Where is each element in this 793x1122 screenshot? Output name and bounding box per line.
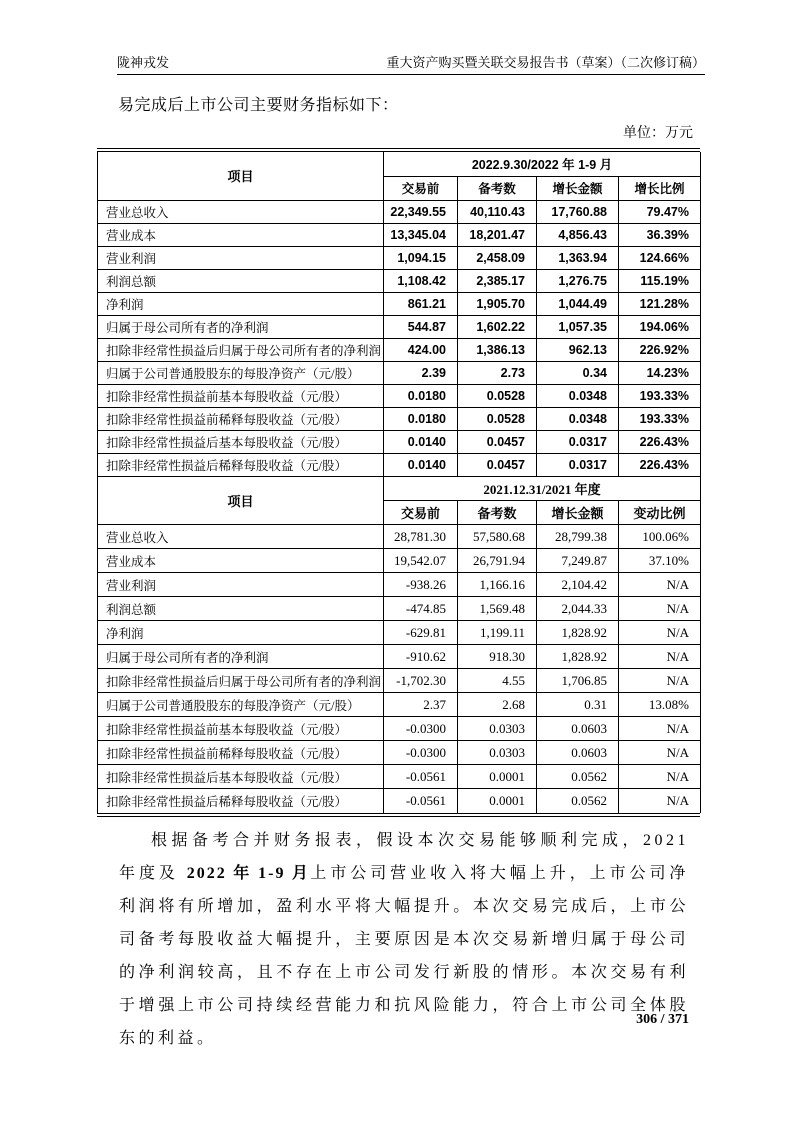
row-value: 28,781.30 [384,525,458,549]
table-row [98,223,701,246]
row-label: 净利润 [98,292,384,315]
row-label: 营业总收入 [98,200,384,223]
row-label: 营业成本 [98,223,384,246]
row-label: 归属于公司普通股股东的每股净资产（元/股） [98,361,384,384]
row-label: 营业成本 [98,549,384,573]
row-value: 100.06% [619,525,701,549]
table-2022-period [97,152,701,477]
period-header: 2022.9.30/2022 年 1-9 月 [384,152,701,176]
row-value: 1,828.92 [537,645,619,669]
row-label: 营业利润 [98,573,384,597]
row-value: 0.0317 [537,430,619,453]
row-value: N/A [619,717,701,741]
table-header-row [98,152,701,176]
column-header-growth-amount: 增长金额 [537,501,619,525]
row-value: 193.33% [619,384,701,407]
item-column-header: 项目 [98,477,384,525]
row-label: 扣除非经常性损益后稀释每股收益（元/股） [98,453,384,476]
row-value: 1,569.48 [458,597,537,621]
row-value: N/A [619,789,701,813]
table-row [98,573,701,597]
row-value: 194.06% [619,315,701,338]
row-value: 1,905.70 [458,292,537,315]
column-header-pro-forma: 备考数 [458,176,537,200]
row-value: -0.0300 [384,717,458,741]
row-value: 0.0457 [458,430,537,453]
row-value: -910.62 [384,645,458,669]
row-value: 0.0562 [537,789,619,813]
row-value: 1,166.16 [458,573,537,597]
row-value: 37.10% [619,549,701,573]
row-value: -1,702.30 [384,669,458,693]
table-row [98,621,701,645]
row-value: 1,828.92 [537,621,619,645]
row-value: 1,706.85 [537,669,619,693]
row-value: 26,791.94 [458,549,537,573]
unit-label: 单位：万元 [623,126,693,141]
paragraph-bold-text: 2022 年 1-9 月 [186,865,311,882]
row-value: 0.0528 [458,384,537,407]
row-value: 0.0303 [458,741,537,765]
column-header-growth-amount: 增长金额 [537,176,619,200]
row-value: 0.0001 [458,789,537,813]
row-value: N/A [619,597,701,621]
row-value: 13,345.04 [384,223,458,246]
row-value: N/A [619,573,701,597]
column-header-pre-transaction: 交易前 [384,176,458,200]
table-row [98,292,701,315]
row-value: 0.0180 [384,407,458,430]
row-value: 0.0180 [384,384,458,407]
row-value: -629.81 [384,621,458,645]
paragraph-text: 根据备考合并财务报表，假设本次交易能够顺利完成，2021 年度及 [119,832,689,882]
row-value: 115.19% [619,269,701,292]
row-value: 1,094.15 [384,246,458,269]
table-row [98,765,701,789]
header-company-name: 陇神戎发 [117,55,170,70]
table-row [98,549,701,573]
row-value: 2,044.33 [537,597,619,621]
row-value: 1,044.49 [537,292,619,315]
table-row [98,384,701,407]
page-number: 306 / 371 [636,1012,689,1027]
row-value: 918.30 [458,645,537,669]
table-row [98,338,701,361]
row-value: 1,108.42 [384,269,458,292]
row-value: 2,385.17 [458,269,537,292]
row-value: N/A [619,669,701,693]
table-row [98,717,701,741]
row-value: 962.13 [537,338,619,361]
table-row [98,246,701,269]
page-header [117,52,705,75]
row-value: N/A [619,645,701,669]
row-value: 0.0303 [458,717,537,741]
table-row [98,645,701,669]
row-value: -938.26 [384,573,458,597]
row-value: N/A [619,621,701,645]
row-value: 424.00 [384,338,458,361]
row-label: 营业总收入 [98,525,384,549]
table-row [98,200,701,223]
row-value: 17,760.88 [537,200,619,223]
row-value: 1,363.94 [537,246,619,269]
table-row [98,693,701,717]
row-value: 226.43% [619,430,701,453]
row-label: 扣除非经常性损益前稀释每股收益（元/股） [98,407,384,430]
row-value: 4,856.43 [537,223,619,246]
column-header-pro-forma: 备考数 [458,501,537,525]
row-value: 1,386.13 [458,338,537,361]
row-label: 归属于母公司所有者的净利润 [98,315,384,338]
table-2021-period [97,477,701,813]
table-row [98,430,701,453]
row-value: -0.0300 [384,741,458,765]
row-value: 1,276.75 [537,269,619,292]
row-value: 22,349.55 [384,200,458,223]
column-header-pre-transaction: 交易前 [384,501,458,525]
row-value: 2,104.42 [537,573,619,597]
row-label: 扣除非经常性损益后基本每股收益（元/股） [98,765,384,789]
row-value: 0.0348 [537,384,619,407]
row-label: 归属于公司普通股股东的每股净资产（元/股） [98,693,384,717]
financial-indicator-tables [97,148,700,817]
header-report-title: 重大资产购买暨关联交易报告书（草案）（二次修订稿） [386,55,705,70]
row-value: 7,249.87 [537,549,619,573]
row-value: 4.55 [458,669,537,693]
row-value: N/A [619,741,701,765]
row-value: 14.23% [619,361,701,384]
row-label: 利润总额 [98,269,384,292]
table-row [98,453,701,476]
row-value: 193.33% [619,407,701,430]
row-label: 净利润 [98,621,384,645]
row-value: 0.0317 [537,453,619,476]
row-value: 0.0348 [537,407,619,430]
row-label: 扣除非经常性损益后稀释每股收益（元/股） [98,789,384,813]
row-value: 2.39 [384,361,458,384]
row-value: 544.87 [384,315,458,338]
row-value: 0.0457 [458,453,537,476]
intro-line: 易完成后上市公司主要财务指标如下： [118,97,399,114]
row-label: 扣除非经常性损益前稀释每股收益（元/股） [98,741,384,765]
row-value: 1,602.22 [458,315,537,338]
row-value: 0.31 [537,693,619,717]
row-value: 18,201.47 [458,223,537,246]
row-value: 0.0528 [458,407,537,430]
row-label: 扣除非经常性损益后基本每股收益（元/股） [98,430,384,453]
row-label: 扣除非经常性损益前基本每股收益（元/股） [98,384,384,407]
row-value: 19,542.07 [384,549,458,573]
row-label: 扣除非经常性损益后归属于母公司所有者的净利润 [98,338,384,361]
row-label: 扣除非经常性损益前基本每股收益（元/股） [98,717,384,741]
column-header-change-ratio: 变动比例 [619,501,701,525]
analysis-paragraph [119,824,689,1055]
table-row [98,741,701,765]
row-value: 0.0140 [384,453,458,476]
row-value: 0.0603 [537,741,619,765]
table-row [98,669,701,693]
table-row [98,269,701,292]
table-row [98,789,701,813]
table-row [98,315,701,338]
row-value: 1,057.35 [537,315,619,338]
row-value: -0.0561 [384,789,458,813]
row-value: 861.21 [384,292,458,315]
row-value: 0.34 [537,361,619,384]
row-value: 57,580.68 [458,525,537,549]
row-value: 40,110.43 [458,200,537,223]
row-value: 79.47% [619,200,701,223]
row-value: 0.0562 [537,765,619,789]
row-value: 1,199.11 [458,621,537,645]
row-value: 13.08% [619,693,701,717]
row-value: -0.0561 [384,765,458,789]
row-value: 2.37 [384,693,458,717]
row-value: 2.73 [458,361,537,384]
paragraph-text: 上市公司营业收入将大幅上升，上市公司净利润将有所增加，盈利水平将大幅提升。本次交易完成后，上市公司备考每股收益大幅提升，主要原因是本次交易新增归属于母公司的净利润较高，且不存在上市公司发行新股的情形。本次交易有利于增强上市公司持续经营能力和抗风险能力，符合上市公司全体股东的利益。 [119,865,689,1047]
row-value: 226.92% [619,338,701,361]
row-value: 36.39% [619,223,701,246]
row-value: 2,458.09 [458,246,537,269]
table-row [98,361,701,384]
row-value: 0.0603 [537,717,619,741]
row-label: 营业利润 [98,246,384,269]
column-header-growth-ratio: 增长比例 [619,176,701,200]
period-header: 2021.12.31/2021 年度 [384,477,701,501]
table-row [98,407,701,430]
row-value: 0.0140 [384,430,458,453]
table-row [98,597,701,621]
row-label: 扣除非经常性损益后归属于母公司所有者的净利润 [98,669,384,693]
item-column-header: 项目 [98,152,384,200]
row-value: 124.66% [619,246,701,269]
row-value: 0.0001 [458,765,537,789]
table-header-row [98,477,701,501]
row-value: 121.28% [619,292,701,315]
row-value: N/A [619,765,701,789]
row-value: 28,799.38 [537,525,619,549]
row-value: -474.85 [384,597,458,621]
row-value: 2.68 [458,693,537,717]
row-label: 归属于母公司所有者的净利润 [98,645,384,669]
row-value: 226.43% [619,453,701,476]
table-row [98,525,701,549]
row-label: 利润总额 [98,597,384,621]
